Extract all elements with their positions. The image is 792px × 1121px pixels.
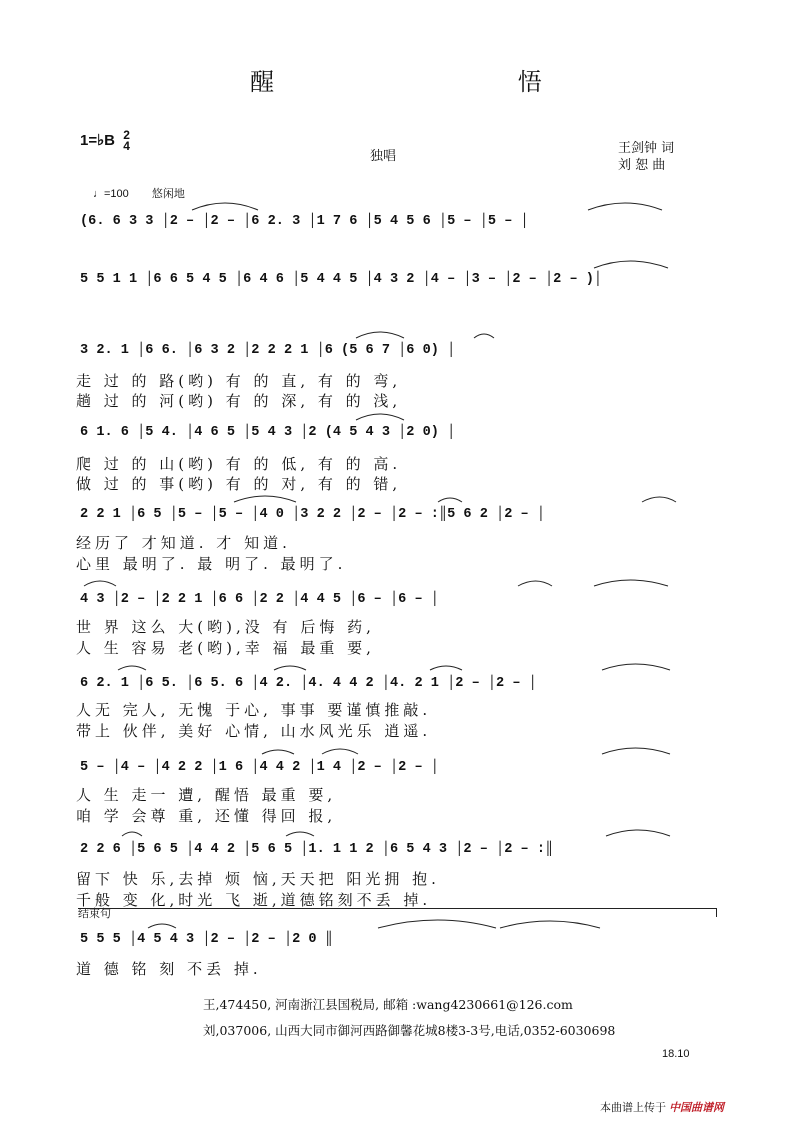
lyric-row-6-verse-1: 世 界 这么 大(哟),没 有 后悔 药, (76, 618, 375, 636)
slur-arc (438, 498, 462, 502)
slur-arc (286, 832, 314, 836)
notation-row-8: 5 – │4 – │4 2 2 │1 6 │4 4 2 │1 4 │2 – │2 – │ (80, 760, 439, 775)
slur-arc (122, 832, 142, 836)
lyric-row-6-verse-2: 人 生 容易 老(哟),幸 福 最重 要, (76, 639, 375, 657)
lyric-row-5-verse-1: 经历了 才知道. 才 知道. (76, 534, 291, 552)
key-label: 1=♭B (80, 131, 116, 149)
slur-arc (322, 749, 358, 754)
notation-row-3: 3 2. 1 │6 6. │6 3 2 │2 2 2 1 │6 (5 6 7 │6 0) │ (80, 343, 456, 358)
footer-upload-note (600, 1099, 724, 1115)
slur-arc (500, 921, 600, 928)
slur-arc (602, 748, 670, 754)
lyric-row-3-verse-2: 趟 过 的 河(哟) 有 的 深, 有 的 浅, (76, 392, 402, 410)
lyric-row-7-verse-2: 带上 伙伴, 美好 心情, 山水风光乐 逍遥. (76, 722, 432, 740)
lyric-row-10-verse-1: 道 德 铭 刻 不丢 掉. (76, 960, 262, 978)
lyric-row-9-verse-2: 千般 变 化,时光 飞 逝,道德铭刻不丢 掉. (76, 891, 432, 909)
tempo-value: ♩=100 (93, 188, 129, 200)
contact-line-lyricist: 王,474450, 河南浙江县国税局, 邮箱 :wang4230661@126.com (203, 997, 573, 1012)
lyric-row-5-verse-2: 心里 最明了. 最 明了. 最明了. (76, 555, 347, 573)
slur-arc (274, 666, 306, 670)
footer-brand-logo[interactable]: 中国曲谱网 (669, 1102, 725, 1114)
lyric-row-4-verse-2: 做 过 的 事(哟) 有 的 对, 有 的 错, (76, 475, 402, 493)
lyric-row-9-verse-1: 留下 快 乐,去掉 烦 恼,天天把 阳光拥 抱. (76, 870, 440, 888)
lyric-row-3-verse-1: 走 过 的 路(哟) 有 的 直, 有 的 弯, (76, 372, 402, 390)
slur-arc (118, 666, 146, 670)
slur-arc (148, 924, 176, 928)
lyric-row-7-verse-1: 人无 完人, 无愧 于心, 事事 要谨慎推敲. (76, 701, 432, 719)
slur-arc (602, 664, 670, 670)
lyric-row-8-verse-2: 咱 学 会尊 重, 还懂 得回 报, (76, 807, 337, 825)
time-top: 2 (123, 128, 130, 142)
slur-arc (234, 496, 296, 502)
slur-arc (594, 261, 668, 268)
composer-credit: 刘 恕 曲 (618, 158, 666, 173)
slur-arc (594, 580, 668, 586)
footer-text: 本曲谱上传于 (600, 1102, 666, 1114)
ending-label: 结束句 (78, 907, 111, 920)
lyricist-credit: 王剑钟 词 (618, 141, 675, 156)
notation-row-7: 6 2. 1 │6 5. │6 5. 6 │4 2. │4. 4 4 2 │4. 2 1 │2 – │2 – │ (80, 676, 537, 691)
lyric-row-8-verse-1: 人 生 走一 遭, 醒悟 最重 要, (76, 786, 337, 804)
notation-row-5: 2 2 1 │6 5 │5 – │5 – │4 0 │3 2 2 │2 – │2 – :║5 6 2 │2 – │ (80, 507, 545, 522)
slur-arc (84, 581, 116, 586)
slur-arc (642, 497, 676, 502)
slur-arc (356, 414, 404, 420)
notation-row-4: 6 1. 6 │5 4. │4 6 5 │5 4 3 │2 (4 5 4 3 │2 0) │ (80, 425, 456, 440)
slur-arc (588, 203, 662, 210)
slur-arc (378, 920, 496, 928)
slur-arc (518, 581, 552, 586)
expression-marking: 悠闲地 (151, 188, 185, 200)
slur-arc (474, 334, 494, 338)
slur-arc (356, 332, 404, 338)
lyric-row-4-verse-1: 爬 过 的 山(哟) 有 的 低, 有 的 高. (76, 455, 402, 473)
notation-row-2: 5 5 1 1 │6 6 5 4 5 │6 4 6 │5 4 4 5 │4 3 2 │4 – │3 – │2 – │2 – )│ (80, 272, 603, 287)
contact-line-composer: 刘,037006, 山西大同市御河西路御馨花城8楼3-3号,电话,0352-6030698 (203, 1023, 616, 1038)
date-label: 18.10 (662, 1048, 690, 1060)
score-title: 醒 悟 (250, 68, 660, 96)
notation-row-6: 4 3 │2 – │2 2 1 │6 6 │2 2 │4 4 5 │6 – │6 – │ (80, 592, 439, 607)
notation-row-10: 5 5 5 │4 5 4 3 │2 – │2 – │2 0 ║ (80, 932, 333, 947)
slur-arc (262, 750, 294, 754)
slur-arc (430, 666, 462, 670)
slur-arc (192, 203, 258, 210)
performance-mode: 独唱 (370, 149, 397, 164)
notation-row-9: 2 2 6 │5 6 5 │4 4 2 │5 6 5 │1. 1 1 2 │6 5 4 3 │2 – │2 – :║ (80, 842, 554, 857)
time-bottom: 4 (123, 139, 130, 153)
notation-row-1: (6. 6 3 3 │2 – │2 – │6 2. 3 │1 7 6 │5 4 5 6 │5 – │5 – │ (80, 214, 529, 229)
slur-arc (606, 830, 670, 836)
